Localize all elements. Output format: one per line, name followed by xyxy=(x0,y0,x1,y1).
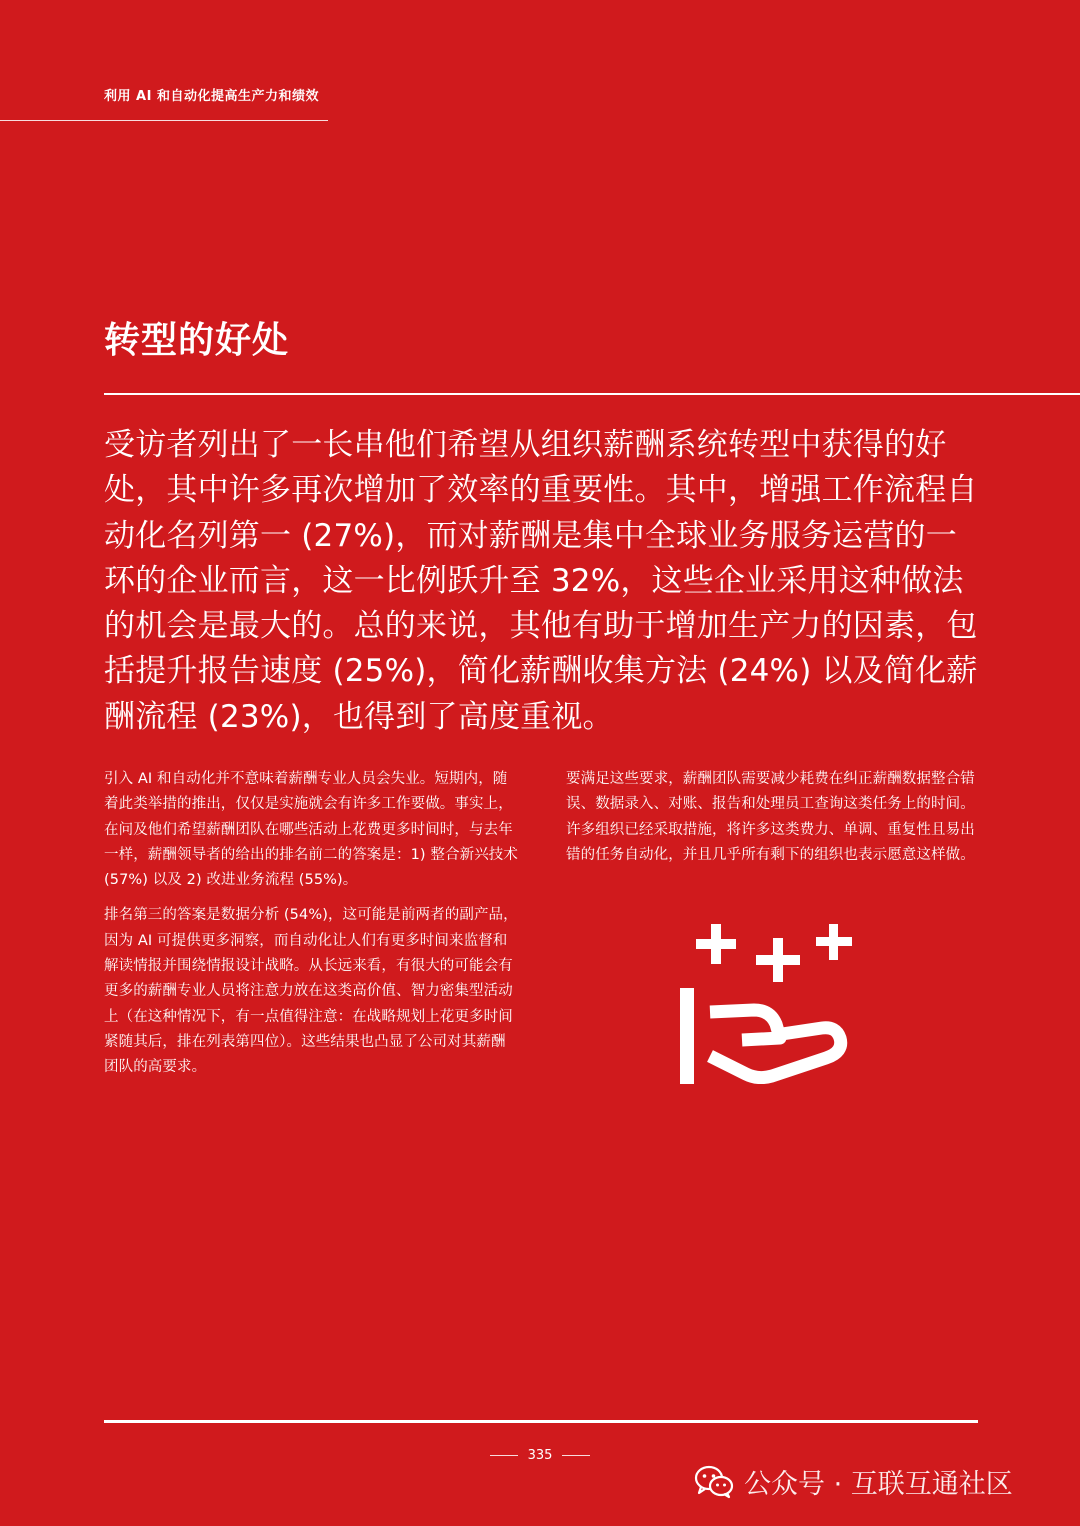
body-paragraph: 要满足这些要求，薪酬团队需要减少耗费在纠正薪酬数据整合错误、数据录入、对账、报告和处理员工查询这类任务上的时间。许多组织已经采取措施，将许多这类费力、单调、重复性且易出错的任务自动化，并且几乎所有剩下的组织也表示愿意这样做。 xyxy=(566,771,975,863)
hand-with-plus-signs-icon xyxy=(676,924,856,1084)
body-column-right xyxy=(566,767,980,878)
page-number xyxy=(440,1448,640,1463)
body-paragraph: 引入 AI 和自动化并不意味着薪酬专业人员会失业。短期内，随着此类举措的推出，仅仅是实施就会有许多工作要做。事实上，在问及他们希望薪酬团队在哪些活动上花费更多时间时，与去年一样，薪酬领导者的给出的排名前二的答案是：1) 整合新兴技术 (57%) 以及 2) 改进业务流程 (55%)。 xyxy=(104,771,518,889)
page-number-text: 335 xyxy=(527,1448,553,1463)
title-divider xyxy=(104,393,1080,395)
header-divider xyxy=(0,120,328,121)
watermark-text: 公众号 · 互联互通社区 xyxy=(744,1469,1013,1500)
wechat-icon xyxy=(694,1465,734,1499)
footer-divider xyxy=(104,1420,978,1423)
body-column-left xyxy=(104,767,518,1091)
section-title: 转型的好处 xyxy=(104,320,290,361)
page-number-dash-left xyxy=(490,1455,518,1456)
body-paragraph: 排名第三的答案是数据分析 (54%)，这可能是前两者的副产品，因为 AI 可提供更多洞察，而自动化让人们有更多时间来监督和解读情报并围绕情报设计战略。从长远来看，有很大的可能会有更多的薪酬专业人员将注意力放在这类高价值、智力密集型活动上（在这种情况下，有一点值得注意：在战略规划上花更多时间紧随其后，排在列表第四位）。这些结果也凸显了公司对其薪酬团队的高要求。 xyxy=(104,907,518,1076)
wechat-watermark xyxy=(694,1462,1013,1501)
lead-paragraph: 受访者列出了一长串他们希望从组织薪酬系统转型中获得的好处，其中许多再次增加了效率的重要性。其中，增强工作流程自动化名列第一 (27%)，而对薪酬是集中全球业务服务运营的一环的企业而言，这一比例跃升至 32%，这些企业采用这种做法的机会是最大的。总的来说，其他有助于增加生产力的因素，包括提升报告速度 (25%)，简化薪酬收集方法 (24%) 以及简化薪酬流程 (23%)，也得到了高度重视。 xyxy=(104,427,978,735)
page-number-dash-right xyxy=(562,1455,590,1456)
running-header: 利用 AI 和自动化提高生产力和绩效 xyxy=(104,89,319,104)
